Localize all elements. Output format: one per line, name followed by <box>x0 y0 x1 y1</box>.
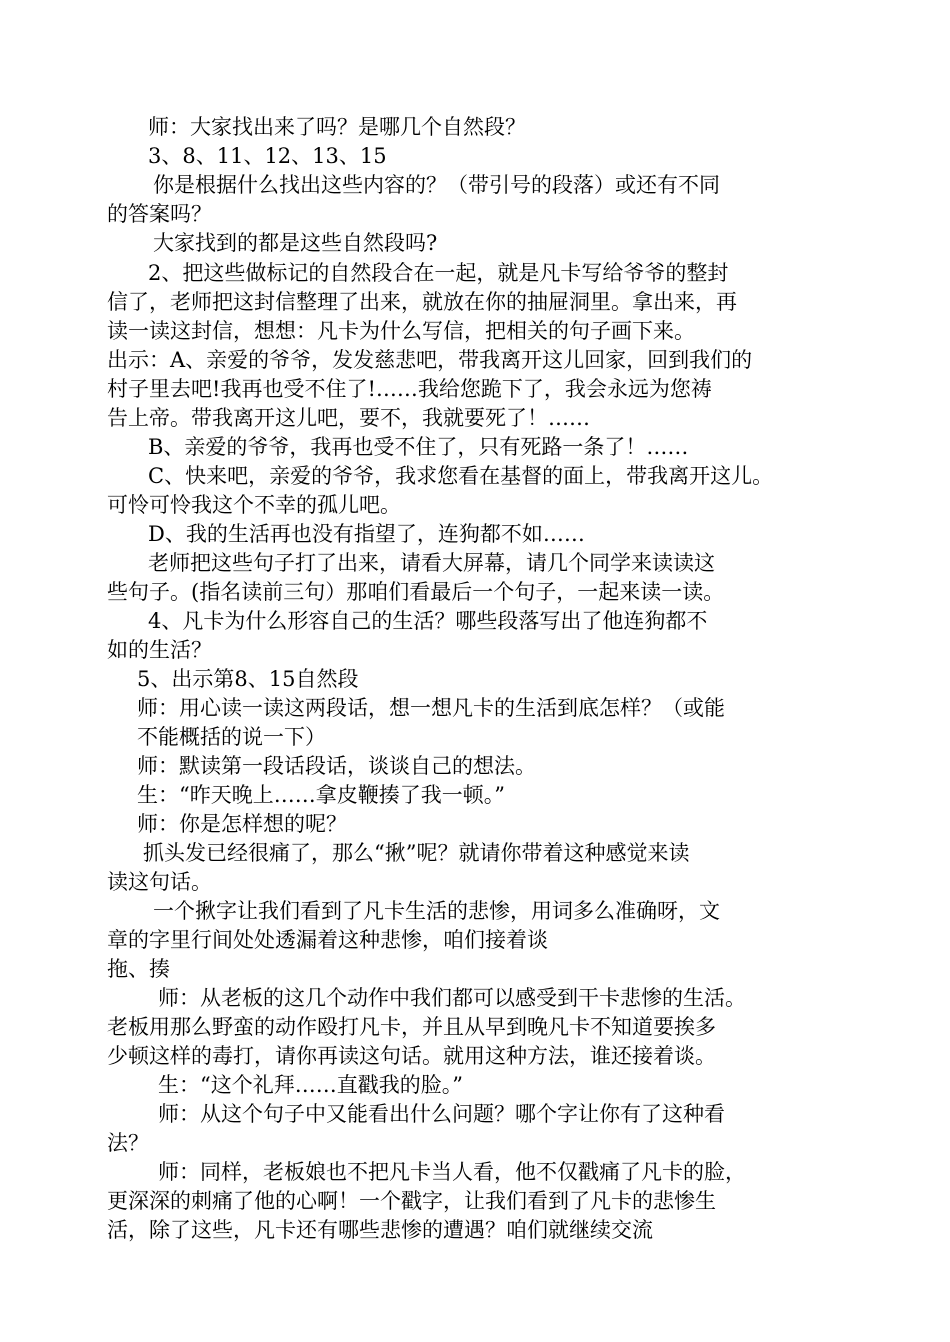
text-line: 你是根据什么找出这些内容的？（带引号的段落）或还有不同 <box>153 173 720 197</box>
text-line: 读这句话。 <box>107 870 212 894</box>
text-line: 师：默读第一段话段话，谈谈自己的想法。 <box>137 754 536 778</box>
text-line: 不能概括的说一下） <box>137 725 326 749</box>
text-line: 村子里去吧!我再也受不住了!……我给您跪下了，我会永远为您祷 <box>107 377 712 401</box>
text-line: 3、8、11、12、13、15 <box>148 144 387 168</box>
text-line: 大家找到的都是这些自然段吗? <box>153 231 438 255</box>
text-line: 师：同样，老板娘也不把凡卡当人看，他不仅戳痛了凡卡的脸， <box>158 1160 746 1184</box>
text-line: 法？ <box>107 1131 149 1155</box>
text-line: 章的字里行间处处透漏着这种悲惨，咱们接着谈 <box>107 928 548 952</box>
text-line: 4、凡卡为什么形容自己的生活？哪些段落写出了他连狗都不 <box>148 609 708 633</box>
text-line: 老师把这些句子打了出来，请看大屏幕，请几个同学来读读这 <box>148 551 715 575</box>
text-line: 出示：A、亲爱的爷爷，发发慈悲吧，带我离开这儿回家，回到我们的 <box>107 348 753 372</box>
text-line: 5、出示第8、15自然段 <box>137 667 359 691</box>
text-line: 可怜可怜我这个不幸的孤儿吧。 <box>107 493 401 517</box>
text-line: 更深深的刺痛了他的心啊！一个戳字，让我们看到了凡卡的悲惨生 <box>107 1189 716 1213</box>
text-line: 些句子。(指名读前三句）那咱们看最后一个句子，一起来读一读。 <box>107 580 725 604</box>
text-line: 师：从这个句子中又能看出什么问题？哪个字让你有了这种看 <box>158 1102 725 1126</box>
text-line: 的答案吗？ <box>107 202 212 226</box>
text-line: 拖、揍 <box>107 957 170 981</box>
text-line: 抓头发已经很痛了，那么“揪”呢？就请你带着这种感觉来读 <box>143 841 690 865</box>
text-line: 师：大家找出来了吗？是哪几个自然段？ <box>148 115 526 139</box>
text-line: 师：从老板的这几个动作中我们都可以感受到干卡悲惨的生活。 <box>158 986 746 1010</box>
text-line: 少顿这样的毒打，请你再读这句话。就用这种方法，谁还接着谈。 <box>107 1044 716 1068</box>
text-line: 信了，老师把这封信整理了出来，就放在你的抽屉洞里。拿出来，再 <box>107 290 737 314</box>
text-line: B、亲爱的爷爷，我再也受不住了，只有死路一条了！…… <box>148 435 689 459</box>
text-line: 读一读这封信，想想：凡卡为什么写信，把相关的句子画下来。 <box>107 319 695 343</box>
text-line: 告上帝。带我离开这儿吧，要不，我就要死了！…… <box>107 406 590 430</box>
text-line: 2、把这些做标记的自然段合在一起，就是凡卡写给爷爷的整封 <box>148 261 729 285</box>
text-line: 老板用那么野蛮的动作殴打凡卡，并且从早到晚凡卡不知道要挨多 <box>107 1015 716 1039</box>
text-line: 生：“昨天晚上……拿皮鞭揍了我一顿。” <box>137 783 505 807</box>
text-line: C、快来吧，亲爱的爷爷，我求您看在基督的面上，带我离开这儿。 <box>148 464 774 488</box>
text-line: 师：用心读一读这两段话，想一想凡卡的生活到底怎样？（或能 <box>137 696 725 720</box>
text-line: 生：“这个礼拜……直戳我的脸。” <box>158 1073 463 1097</box>
text-line: 如的生活？ <box>107 638 212 662</box>
text-line: D、我的生活再也没有指望了，连狗都不如…… <box>148 522 585 546</box>
text-line: 师：你是怎样想的呢？ <box>137 812 347 836</box>
text-line: 一个揪字让我们看到了凡卡生活的悲惨，用词多么准确呀，文 <box>153 899 720 923</box>
text-line: 活，除了这些，凡卡还有哪些悲惨的遭遇？咱们就继续交流 <box>107 1218 653 1242</box>
